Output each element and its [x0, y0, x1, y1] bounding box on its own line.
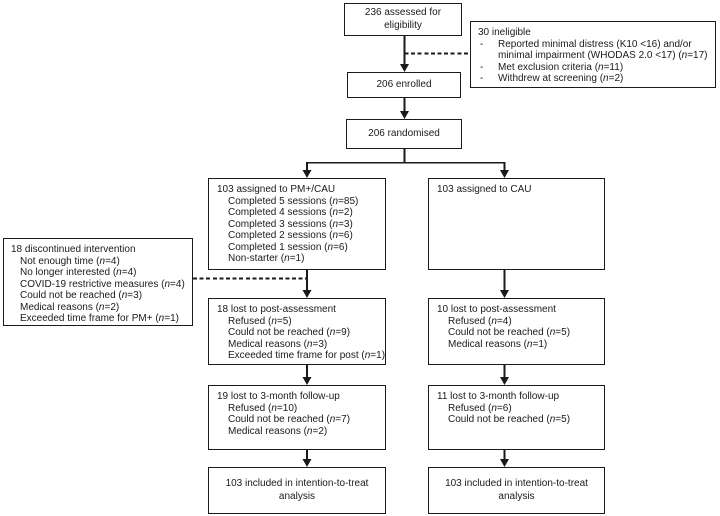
pm-assigned-item: Completed 5 sessions (n=85)	[228, 195, 359, 207]
connector-randomised-split	[303, 149, 510, 178]
discontinued-item: COVID-19 restrictive measures (n=4)	[20, 278, 185, 290]
connector-cau-followup-to-itt	[500, 450, 509, 467]
cau-lost-post-item: Medical reasons (n=1)	[448, 338, 548, 350]
pm-itt-text: 103 included in intention-to-treat analysis	[225, 478, 369, 502]
ineligible-item: minimal impairment (WHODAS 2.0 <17) (n=17)	[478, 50, 712, 62]
ineligible-item: - Met exclusion criteria (n=11)	[480, 61, 624, 73]
pm-lost-followup-item: Refused (n=10)	[228, 402, 298, 414]
discontinued-item: Exceeded time frame for PM+ (n=1)	[20, 313, 179, 324]
box-pm-lost-post	[208, 298, 386, 365]
pm-lost-followup-item: Could not be reached (n=7)	[228, 414, 351, 425]
box-ineligible	[470, 21, 716, 88]
box-pm-lost-followup	[208, 385, 386, 450]
discontinued-title: 18 discontinued intervention	[11, 244, 136, 255]
pm-lost-post-title: 18 lost to post-assessment	[217, 304, 336, 315]
box-pm-itt	[208, 467, 386, 514]
cau-lost-followup-item: Refused (n=6)	[448, 402, 512, 414]
connector-enrolled-to-randomised	[400, 98, 409, 119]
box-pm-assigned	[208, 178, 386, 270]
cau-lost-post-item: Refused (n=4)	[448, 315, 512, 327]
pm-lost-post-item: Could not be reached (n=9)	[228, 327, 351, 338]
discontinued-item: Could not be reached (n=3)	[20, 290, 143, 301]
assessed-text: 236 assessed for eligibility	[364, 7, 442, 31]
box-enrolled	[347, 72, 461, 98]
ineligible-item: - Reported minimal distress (K10 <16) and/or	[480, 38, 692, 50]
bullet-dash	[478, 50, 498, 62]
box-cau-itt	[428, 467, 605, 514]
bullet-dash: -	[480, 38, 484, 50]
discontinued-item: No longer interested (n=4)	[20, 267, 137, 278]
pm-assigned-item: Completed 2 sessions (n=6)	[228, 230, 353, 241]
box-cau-lost-post	[428, 298, 605, 365]
discontinued-item: Medical reasons (n=2)	[20, 301, 120, 313]
connector-pm-lost-post-to-followup	[303, 365, 312, 385]
pm-assigned-item: Completed 4 sessions (n=2)	[228, 207, 353, 218]
pm-lost-followup-title: 19 lost to 3-month follow-up	[217, 391, 340, 402]
pm-lost-post-item: Medical reasons (n=3)	[228, 338, 328, 350]
pm-lost-post-item: Exceeded time frame for post (n=1)	[228, 350, 386, 361]
connector-cau-lost-post-to-followup	[500, 365, 509, 385]
pm-lost-post-item: Refused (n=5)	[228, 315, 292, 327]
enrolled-text: 206 enrolled	[376, 78, 432, 90]
pm-assigned-item: Completed 3 sessions (n=3)	[228, 218, 353, 230]
box-randomised	[346, 119, 462, 149]
ineligible-item: - Withdrew at screening (n=2)	[480, 73, 624, 84]
connector-pm-assigned-to-lost-post	[303, 270, 312, 298]
bullet-dash: -	[480, 61, 484, 73]
box-cau-assigned	[428, 178, 605, 270]
pm-lost-followup-item: Medical reasons (n=2)	[228, 425, 328, 437]
bullet-dash: -	[480, 73, 484, 84]
discontinued-item: Not enough time (n=4)	[20, 255, 120, 267]
box-discontinued	[3, 238, 193, 326]
pm-assigned-title: 103 assigned to PM+/CAU	[217, 184, 336, 195]
connector-cau-assigned-to-lost-post	[500, 270, 509, 298]
ineligible-title: 30 ineligible	[478, 27, 531, 38]
cau-assigned-title: 103 assigned to CAU	[437, 184, 532, 195]
box-assessed	[344, 3, 462, 36]
cau-lost-post-item: Could not be reached (n=5)	[448, 327, 571, 338]
cau-itt-text: 103 included in intention-to-treat analysis	[445, 478, 588, 502]
cau-lost-post-title: 10 lost to post-assessment	[437, 304, 556, 315]
box-cau-lost-followup	[428, 385, 605, 450]
pm-assigned-item: Completed 1 session (n=6)	[228, 241, 348, 253]
connector-pm-followup-to-itt	[303, 450, 312, 467]
cau-lost-followup-title: 11 lost to 3-month follow-up	[437, 391, 560, 402]
cau-lost-followup-item: Could not be reached (n=5)	[448, 414, 571, 425]
randomised-text: 206 randomised	[368, 127, 440, 139]
pm-assigned-item: Non-starter (n=1)	[228, 253, 305, 264]
